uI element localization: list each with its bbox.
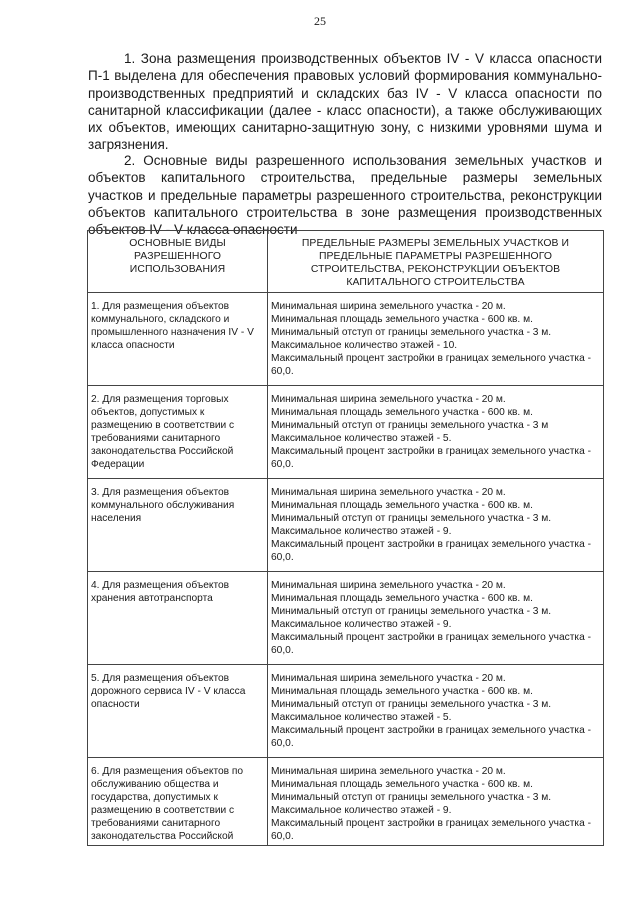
permitted-use-cell: 3. Для размещения объектов коммунального обслуживания населения	[88, 479, 268, 572]
parameter-line: Максимальное количество этажей - 5.	[271, 712, 452, 723]
parameter-line: Минимальная ширина земельного участка - 20 м.	[271, 580, 506, 591]
parameter-line: Минимальная площадь земельного участка - 600 кв. м.	[271, 686, 533, 697]
parameter-line: Минимальная площадь земельного участка - 600 кв. м.	[271, 407, 533, 418]
parameter-line: Максимальное количество этажей - 9.	[271, 805, 452, 816]
parameters-cell	[268, 386, 604, 479]
header-limit-parameters: ПРЕДЕЛЬНЫЕ РАЗМЕРЫ ЗЕМЕЛЬНЫХ УЧАСТКОВ И ПРЕДЕЛЬНЫЕ ПАРАМЕТРЫ РАЗРЕШЕННОГО СТРОИТЕЛЬСТВА, РЕКОНСТРУКЦИИ ОБЪЕКТОВ КАПИТАЛЬНОГО СТРОИТЕЛЬСТВА	[268, 231, 604, 293]
parameters-cell	[268, 293, 604, 386]
permitted-use-cell: 6. Для размещения объектов по обслуживанию общества и государства, допустимых к размещению в соответствии с требованиями санитарного законодательства Российской	[88, 758, 268, 846]
parameter-line: Максимальный процент застройки в границах земельного участка - 60,0.	[271, 539, 591, 563]
parameter-line: Минимальный отступ от границы земельного участка - 3 м.	[271, 792, 552, 803]
parameter-line: Минимальный отступ от границы земельного участка - 3 м.	[271, 606, 552, 617]
parameters-cell	[268, 572, 604, 665]
table-row	[88, 758, 604, 846]
parameter-line: Минимальная ширина земельного участка - 20 м.	[271, 673, 506, 684]
table-row	[88, 572, 604, 665]
parameter-line: Максимальное количество этажей - 9.	[271, 619, 452, 630]
parameters-cell	[268, 479, 604, 572]
parameter-line: Максимальный процент застройки в границах земельного участка - 60,0.	[271, 632, 591, 656]
parameters-cell	[268, 758, 604, 846]
parameters-cell	[268, 665, 604, 758]
table-body	[88, 293, 604, 846]
permitted-use-cell: 5. Для размещения объектов дорожного сервиса IV - V класса опасности	[88, 665, 268, 758]
paragraph-1-text: 1. Зона размещения производственных объектов IV - V класса опасности П-1 выделена для обеспечения правовых условий формирования коммунально-производственных предприятий и складских баз IV - V класса опасности по санитарной классификации (далее - класс опасности), а также обслуживающих их объектов, имеющих санитарно-защитную зону, с низкими уровнями шума и загрязнения.	[88, 51, 602, 153]
parameter-line: Минимальная ширина земельного участка - 20 м.	[271, 394, 506, 405]
table-row	[88, 665, 604, 758]
parameter-line: Минимальная площадь земельного участка - 600 кв. м.	[271, 314, 533, 325]
table-row	[88, 386, 604, 479]
paragraph-zone-description	[88, 50, 602, 154]
parameter-line: Минимальная ширина земельного участка - 20 м.	[271, 766, 506, 777]
table-header-row	[88, 231, 604, 293]
parameter-line: Минимальная площадь земельного участка - 600 кв. м.	[271, 500, 533, 511]
permitted-use-cell: 4. Для размещения объектов хранения автотранспорта	[88, 572, 268, 665]
parameter-line: Максимальный процент застройки в границах земельного участка - 60,0.	[271, 353, 591, 377]
parameter-line: Минимальная площадь земельного участка - 600 кв. м.	[271, 779, 533, 790]
parameter-line: Максимальное количество этажей - 9.	[271, 526, 452, 537]
parameter-line: Максимальный процент застройки в границах земельного участка - 60,0.	[271, 725, 591, 749]
parameter-line: Максимальное количество этажей - 10.	[271, 340, 458, 351]
parameter-line: Минимальный отступ от границы земельного участка - 3 м.	[271, 327, 552, 338]
table-row	[88, 479, 604, 572]
parameter-line: Минимальная ширина земельного участка - 20 м.	[271, 301, 506, 312]
parameter-line: Максимальное количество этажей - 5.	[271, 433, 452, 444]
header-permitted-uses: ОСНОВНЫЕ ВИДЫ РАЗРЕШЕННОГО ИСПОЛЬЗОВАНИЯ	[88, 231, 268, 293]
paragraph-permitted-uses-intro	[88, 152, 602, 238]
table-row	[88, 293, 604, 386]
paragraph-2-text: 2. Основные виды разрешенного использования земельных участков и объектов капитального строительства, предельные размеры земельных участков и предельные параметры разрешенного строительства, реконструкции объектов капитального строительства в зоне размещения производственных объектов IV - V класса опасности	[88, 153, 602, 238]
parameter-line: Минимальная ширина земельного участка - 20 м.	[271, 487, 506, 498]
permitted-uses-table	[87, 230, 604, 846]
parameter-line: Минимальный отступ от границы земельного участка - 3 м	[271, 420, 549, 431]
parameter-line: Максимальный процент застройки в границах земельного участка - 60,0.	[271, 818, 591, 842]
parameter-line: Максимальный процент застройки в границах земельного участка - 60,0.	[271, 446, 591, 470]
parameter-line: Минимальный отступ от границы земельного участка - 3 м.	[271, 699, 552, 710]
permitted-use-cell: 1. Для размещения объектов коммунального, складского и промышленного назначения IV - V класса опасности	[88, 293, 268, 386]
parameter-line: Минимальная площадь земельного участка - 600 кв. м.	[271, 593, 533, 604]
permitted-use-cell: 2. Для размещения торговых объектов, допустимых к размещению в соответствии с требованиями санитарного законодательства Российской Федерации	[88, 386, 268, 479]
page-number: 25	[314, 14, 326, 28]
parameter-line: Минимальный отступ от границы земельного участка - 3 м.	[271, 513, 552, 524]
